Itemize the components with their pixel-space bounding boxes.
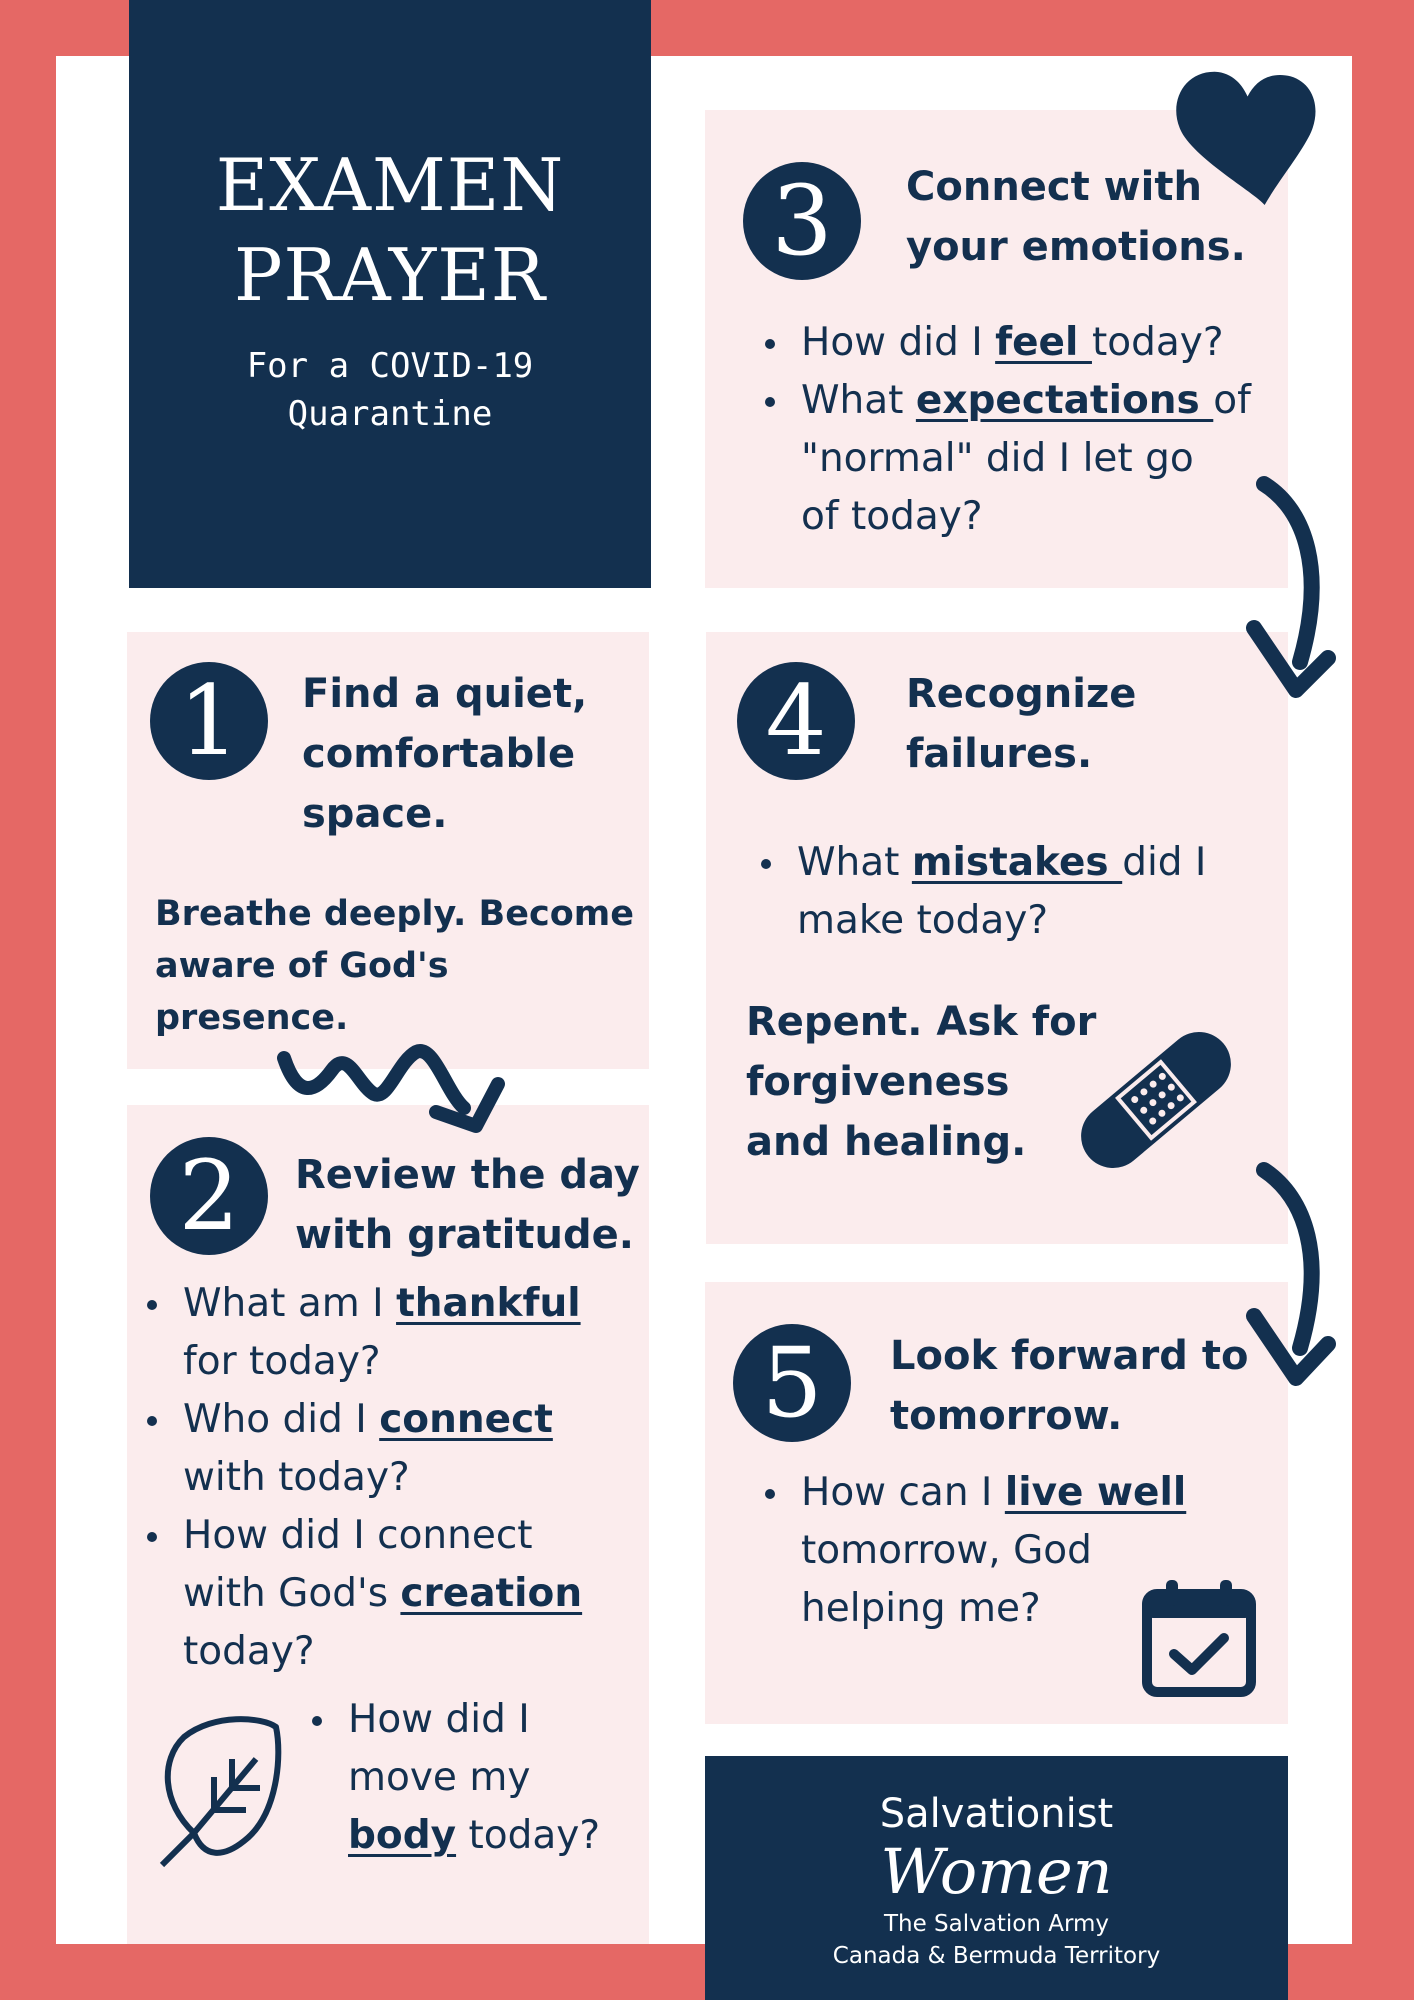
- calendar-check-icon: [1142, 1578, 1256, 1698]
- brand-name: Salvationist: [879, 1791, 1114, 1837]
- squiggle-arrow-icon: [276, 1030, 506, 1140]
- bandage-icon: [1066, 1010, 1246, 1190]
- list-item: Who did I connect with today?: [139, 1391, 639, 1507]
- title-block: [129, 0, 651, 588]
- leaf-icon: [152, 1715, 284, 1875]
- brand-organization: The Salvation Army Canada & Bermuda Territory: [832, 1911, 1161, 1969]
- list-item: How did I move my body today?: [304, 1691, 634, 1865]
- step-1-body: Breathe deeply. Become aware of God's presence.: [155, 894, 634, 1038]
- step-4-questions: [753, 834, 1273, 950]
- step-2-number: 2: [150, 1137, 268, 1255]
- step-4-heading: Recognize failures.: [906, 671, 1137, 777]
- step-4-card: [706, 632, 1288, 1244]
- step-5-heading: Look forward to tomorrow.: [890, 1333, 1249, 1439]
- step-4-number: 4: [737, 662, 855, 780]
- step-2-heading: Review the day with gratitude.: [295, 1152, 640, 1258]
- step-2-questions: [139, 1275, 639, 1681]
- heart-icon: [1166, 66, 1316, 206]
- brand-script: Women: [880, 1835, 1113, 1908]
- list-item: How can I live well tomorrow, God helping me?: [757, 1464, 1277, 1638]
- brand-footer: [705, 1756, 1288, 2000]
- step-3-number: 3: [743, 162, 861, 280]
- step-2-question-4: [304, 1691, 634, 1865]
- list-item: How did I connect with God's creation today?: [139, 1507, 639, 1681]
- step-4-body: Repent. Ask for forgiveness and healing.: [746, 999, 1097, 1165]
- page-title: EXAMEN PRAYER: [215, 143, 565, 317]
- list-item: What mistakes did I make today?: [753, 834, 1273, 950]
- step-5-card: [705, 1282, 1288, 1724]
- list-item: What expectations of "normal" did I let go of today?: [757, 372, 1277, 546]
- step-1-heading: Find a quiet, comfortable space.: [302, 671, 588, 837]
- step-1-card: [127, 632, 649, 1069]
- list-item: What am I thankful for today?: [139, 1275, 639, 1391]
- list-item: How did I feel today?: [757, 314, 1277, 372]
- down-arrow-icon: [1240, 472, 1340, 702]
- step-5-number: 5: [733, 1324, 851, 1442]
- page-subtitle: For a COVID-19 Quarantine: [246, 346, 534, 434]
- step-2-card: [127, 1105, 649, 1944]
- down-arrow-icon: [1240, 1158, 1340, 1388]
- step-1-number: 1: [150, 662, 268, 780]
- step-3-questions: [757, 314, 1277, 546]
- step-3-heading: Connect with your emotions.: [906, 164, 1246, 270]
